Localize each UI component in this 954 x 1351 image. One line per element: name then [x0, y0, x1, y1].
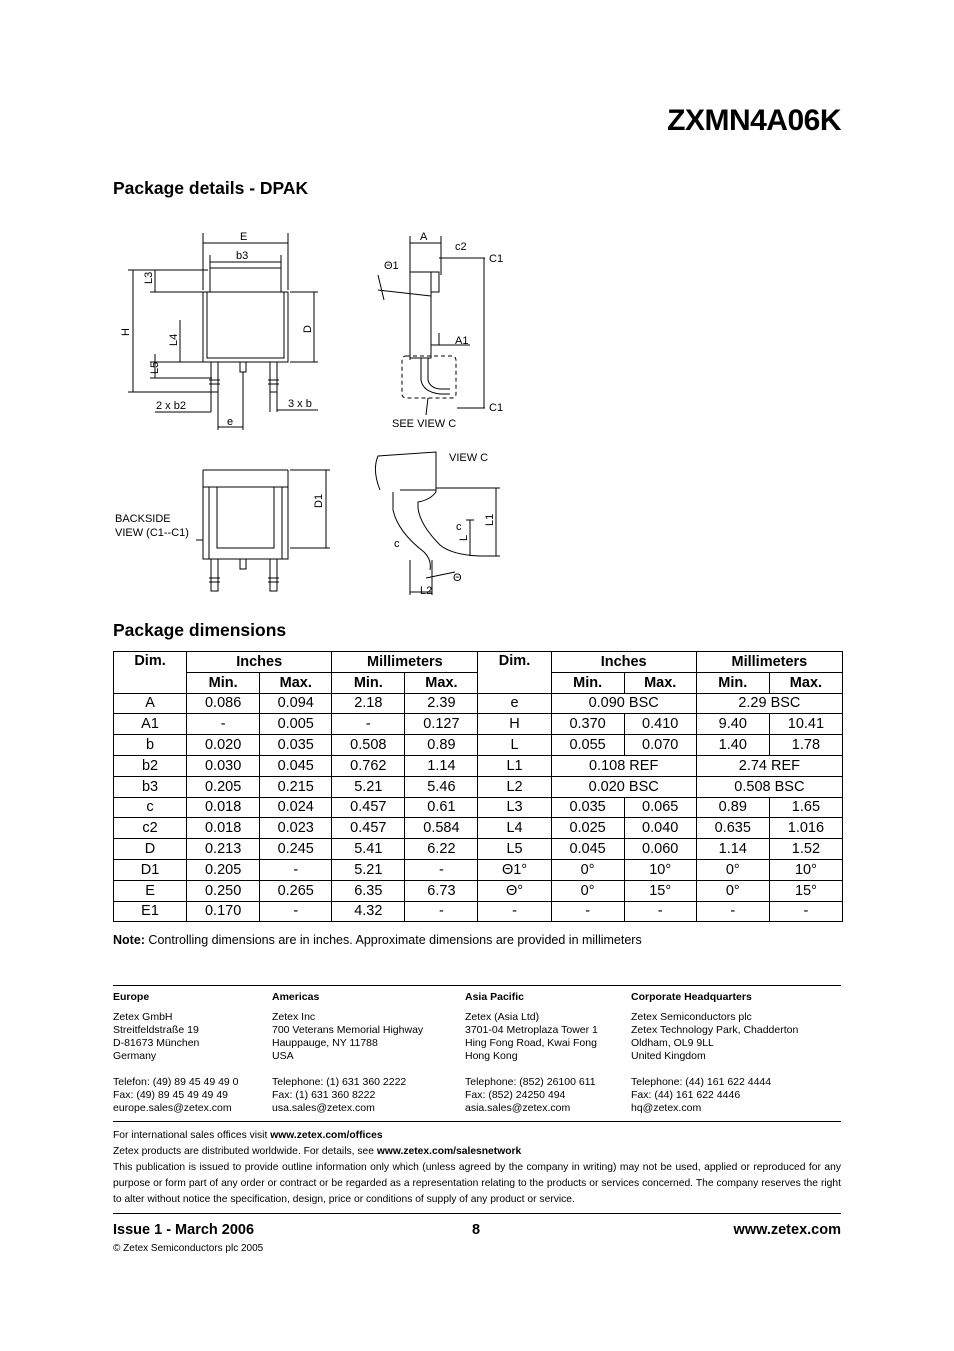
table-cell: - — [551, 901, 624, 922]
table-cell: 0.265 — [260, 880, 332, 901]
table-cell: 1.40 — [696, 735, 769, 756]
table-cell: - — [405, 859, 478, 880]
table-cell: 1.016 — [769, 818, 842, 839]
office-telephone: Telefon: (49) 89 45 49 49 0 — [113, 1076, 239, 1088]
office-line: Germany — [113, 1050, 157, 1062]
legal-notice — [113, 1128, 841, 1208]
disclaimer-text: This publication is issued to provide outline information only which (unless agreed by the company in writing) may not be used, applied or reproduced for any purpose or form part of any order or contract or be regarded as a representation relating to the products or services concerned. The company reserves the right to alter without notice the specification, design, price or conditions of supply of any product or service. — [113, 1162, 841, 1205]
table-cell: 0.127 — [405, 714, 478, 735]
dim-label-c-right: c — [456, 521, 462, 533]
table-cell: 0° — [551, 859, 624, 880]
table-cell: 0.250 — [187, 880, 260, 901]
header-min: Min. — [332, 672, 405, 693]
table-cell: 0° — [696, 880, 769, 901]
header-max: Max. — [260, 672, 332, 693]
table-cell: 0.410 — [624, 714, 696, 735]
table-cell: E1 — [114, 901, 187, 922]
table-cell: 0.045 — [551, 839, 624, 860]
offices-link[interactable]: www.zetex.com/offices — [270, 1130, 383, 1141]
office-region: Asia Pacific — [465, 991, 524, 1003]
dim-label-b: 3 x b — [288, 398, 312, 410]
table-cell: 1.78 — [769, 735, 842, 756]
table-cell: - — [332, 714, 405, 735]
table-row — [114, 693, 843, 714]
table-cell: 0.508 — [332, 735, 405, 756]
dim-label-e: e — [227, 416, 234, 428]
footer-issue: Issue 1 - March 2006 — [113, 1222, 255, 1238]
office-americas — [272, 991, 423, 1115]
note-label: Note: — [113, 933, 145, 947]
table-cell: 0.205 — [187, 776, 260, 797]
table-row — [114, 797, 843, 818]
dim-label-C1-top: C1 — [489, 253, 504, 265]
backside-label-line2: VIEW (C1--C1) — [115, 527, 189, 539]
table-cell: 0.065 — [624, 797, 696, 818]
table-cell: - — [405, 901, 478, 922]
office-region: Americas — [272, 991, 320, 1003]
divider-top — [113, 985, 841, 986]
backside-view — [196, 470, 330, 591]
header-min: Min. — [187, 672, 260, 693]
table-cell: 0.025 — [551, 818, 624, 839]
table-cell: L2 — [478, 776, 551, 797]
table-cell: D — [114, 839, 187, 860]
office-line: Hauppauge, NY 11788 — [272, 1037, 378, 1049]
office-email[interactable]: europe.sales@zetex.com — [113, 1102, 232, 1114]
table-cell: 5.46 — [405, 776, 478, 797]
dim-label-H: H — [120, 328, 132, 336]
office-line: Zetex (Asia Ltd) — [465, 1011, 540, 1023]
table-cell: D1 — [114, 859, 187, 880]
table-cell: 2.29 BSC — [696, 693, 842, 714]
table-cell: 0.090 BSC — [551, 693, 696, 714]
table-cell: - — [478, 901, 551, 922]
table-cell: 0.020 — [187, 735, 260, 756]
table-cell: A1 — [114, 714, 187, 735]
header-min: Min. — [696, 672, 769, 693]
table-cell: 4.32 — [332, 901, 405, 922]
header-millimeters: Millimeters — [332, 652, 478, 673]
table-cell: 1.65 — [769, 797, 842, 818]
table-cell: - — [187, 714, 260, 735]
table-row — [114, 839, 843, 860]
dim-label-L3: L3 — [143, 271, 155, 284]
table-cell: e — [478, 693, 551, 714]
dim-label-C1-bottom: C1 — [489, 402, 504, 414]
office-line: United Kingdom — [631, 1050, 706, 1062]
table-cell: 0.024 — [260, 797, 332, 818]
table-cell: Θ1° — [478, 859, 551, 880]
office-email[interactable]: asia.sales@zetex.com — [465, 1102, 571, 1114]
note-text: Controlling dimensions are in inches. Approximate dimensions are provided in millimeters — [144, 933, 642, 947]
table-cell: 0° — [551, 880, 624, 901]
office-line: Hing Fong Road, Kwai Fong — [465, 1037, 597, 1049]
office-fax: Fax: (852) 24250 494 — [465, 1089, 566, 1101]
office-line: Zetex Inc — [272, 1011, 316, 1023]
table-cell: 0.762 — [332, 755, 405, 776]
table-cell: b2 — [114, 755, 187, 776]
table-cell: b3 — [114, 776, 187, 797]
table-cell: 0.005 — [260, 714, 332, 735]
table-cell: 5.21 — [332, 859, 405, 880]
table-row — [114, 880, 843, 901]
table-cell: - — [260, 859, 332, 880]
table-cell: L4 — [478, 818, 551, 839]
table-row — [114, 755, 843, 776]
table-cell: Θ° — [478, 880, 551, 901]
table-cell: 0.030 — [187, 755, 260, 776]
office-telephone: Telephone: (44) 161 622 4444 — [631, 1076, 772, 1088]
table-cell: 5.41 — [332, 839, 405, 860]
office-line: Zetex GmbH — [113, 1011, 173, 1023]
header-millimeters: Millimeters — [696, 652, 842, 673]
dim-label-L1: L1 — [484, 513, 496, 526]
footer-copyright: © Zetex Semiconductors plc 2005 — [113, 1243, 264, 1254]
office-line: Streitfeldstraße 19 — [113, 1024, 199, 1036]
table-cell: 0.020 BSC — [551, 776, 696, 797]
table-cell: 5.21 — [332, 776, 405, 797]
table-row — [114, 859, 843, 880]
table-cell: 10° — [624, 859, 696, 880]
table-cell: 0.040 — [624, 818, 696, 839]
table-cell: 0.170 — [187, 901, 260, 922]
dim-label-D: D — [302, 325, 314, 333]
table-cell: 6.73 — [405, 880, 478, 901]
table-cell: 0.023 — [260, 818, 332, 839]
table-cell: 0.457 — [332, 797, 405, 818]
office-line: Zetex Technology Park, Chadderton — [631, 1024, 799, 1036]
see-view-c-label: SEE VIEW C — [392, 418, 457, 430]
table-cell: L5 — [478, 839, 551, 860]
office-asia-pacific — [465, 991, 598, 1115]
table-cell: 10° — [769, 859, 842, 880]
dim-label-theta1: Θ1 — [384, 260, 399, 272]
dim-label-L: L — [458, 534, 470, 541]
table-cell: 0.060 — [624, 839, 696, 860]
office-region: Europe — [113, 991, 150, 1003]
table-cell: 0.035 — [551, 797, 624, 818]
table-cell: 0.045 — [260, 755, 332, 776]
table-cell: 10.41 — [769, 714, 842, 735]
office-line: Zetex Semiconductors plc — [631, 1011, 752, 1023]
office-region: Corporate Headquarters — [631, 991, 752, 1003]
table-cell: 0.094 — [260, 693, 332, 714]
dim-label-L4: L4 — [168, 333, 180, 346]
office-line: USA — [272, 1050, 294, 1062]
part-number-title: ZXMN4A06K — [667, 104, 841, 137]
header-max: Max. — [624, 672, 696, 693]
divider-middle — [113, 1121, 841, 1122]
table-cell: 9.40 — [696, 714, 769, 735]
dim-label-b2: 2 x b2 — [156, 400, 186, 412]
header-dim: Dim. — [478, 652, 551, 694]
table-cell: 0.89 — [696, 797, 769, 818]
office-telephone: Telephone: (1) 631 360 2222 — [272, 1076, 407, 1088]
header-dim: Dim. — [114, 652, 187, 694]
footer-website-link[interactable]: www.zetex.com — [733, 1222, 841, 1238]
table-cell: - — [696, 901, 769, 922]
package-details-heading: Package details - DPAK — [113, 178, 309, 198]
view-c-label: VIEW C — [449, 452, 489, 464]
table-cell: 2.18 — [332, 693, 405, 714]
header-max: Max. — [769, 672, 842, 693]
dist-text: Zetex products are distributed worldwide. For details, see — [113, 1146, 377, 1157]
table-cell: 0.245 — [260, 839, 332, 860]
office-fax: Fax: (44) 161 622 4446 — [631, 1089, 741, 1101]
table-cell: 0.055 — [551, 735, 624, 756]
table-cell: 1.14 — [405, 755, 478, 776]
dim-label-L2: L2 — [420, 585, 433, 597]
table-header-row — [114, 652, 843, 673]
table-cell: 6.35 — [332, 880, 405, 901]
table-cell: b — [114, 735, 187, 756]
dim-label-theta: Θ — [453, 572, 462, 584]
package-dimensions-table — [113, 651, 843, 922]
dim-label-L5: L5 — [149, 361, 161, 374]
intl-text: For international sales offices visit — [113, 1130, 271, 1141]
table-cell: 0.61 — [405, 797, 478, 818]
table-cell: - — [260, 901, 332, 922]
header-inches: Inches — [187, 652, 332, 673]
table-cell: 0.035 — [260, 735, 332, 756]
table-cell: L3 — [478, 797, 551, 818]
table-row — [114, 776, 843, 797]
office-line: D-81673 München — [113, 1037, 200, 1049]
table-cell: c2 — [114, 818, 187, 839]
table-cell: 0.508 BSC — [696, 776, 842, 797]
table-cell: 1.52 — [769, 839, 842, 860]
office-europe — [113, 991, 239, 1115]
office-fax: Fax: (1) 631 360 8222 — [272, 1089, 376, 1101]
table-cell: 0.108 REF — [551, 755, 696, 776]
table-row — [114, 818, 843, 839]
office-line: 3701-04 Metroplaza Tower 1 — [465, 1024, 598, 1036]
table-cell: 0° — [696, 859, 769, 880]
table-row — [114, 735, 843, 756]
table-cell: 6.22 — [405, 839, 478, 860]
table-cell: 2.74 REF — [696, 755, 842, 776]
office-line: Hong Kong — [465, 1050, 518, 1062]
office-email[interactable]: usa.sales@zetex.com — [272, 1102, 375, 1114]
table-cell: - — [769, 901, 842, 922]
header-inches: Inches — [551, 652, 696, 673]
dimensions-note — [113, 933, 642, 947]
table-cell: L1 — [478, 755, 551, 776]
table-cell: E — [114, 880, 187, 901]
package-outline-drawing — [110, 225, 530, 605]
footer-page-number: 8 — [472, 1222, 481, 1238]
salesnetwork-link[interactable]: www.zetex.com/salesnetwork — [376, 1146, 522, 1157]
table-cell: 0.213 — [187, 839, 260, 860]
office-telephone: Telephone: (852) 26100 611 — [465, 1076, 596, 1088]
table-cell: - — [624, 901, 696, 922]
table-cell: 0.584 — [405, 818, 478, 839]
dim-label-c2: c2 — [455, 241, 467, 253]
table-cell: 0.018 — [187, 797, 260, 818]
table-cell: 2.39 — [405, 693, 478, 714]
table-cell: 0.205 — [187, 859, 260, 880]
header-min: Min. — [551, 672, 624, 693]
table-cell: c — [114, 797, 187, 818]
divider-bottom — [113, 1213, 841, 1214]
office-line: 700 Veterans Memorial Highway — [272, 1024, 424, 1036]
view-c-detail — [375, 452, 500, 595]
table-cell: 0.635 — [696, 818, 769, 839]
table-cell: 1.14 — [696, 839, 769, 860]
package-dimensions-heading: Package dimensions — [113, 620, 287, 640]
table-cell: 0.070 — [624, 735, 696, 756]
table-cell: 0.370 — [551, 714, 624, 735]
table-cell: H — [478, 714, 551, 735]
header-max: Max. — [405, 672, 478, 693]
dim-label-c-left: c — [394, 538, 400, 550]
office-corporate-hq — [631, 991, 798, 1115]
table-cell: 15° — [769, 880, 842, 901]
table-cell: 0.457 — [332, 818, 405, 839]
dim-label-A1: A1 — [455, 335, 469, 347]
office-email[interactable]: hq@zetex.com — [631, 1102, 702, 1114]
dim-label-A: A — [420, 231, 428, 243]
dim-label-D1: D1 — [313, 493, 325, 508]
office-line: Oldham, OL9 9LL — [631, 1037, 714, 1049]
table-cell: 0.018 — [187, 818, 260, 839]
table-cell: 0.89 — [405, 735, 478, 756]
dim-label-E: E — [240, 231, 248, 243]
table-cell: 15° — [624, 880, 696, 901]
table-row — [114, 901, 843, 922]
table-cell: A — [114, 693, 187, 714]
table-cell: L — [478, 735, 551, 756]
table-row — [114, 714, 843, 735]
table-cell: 0.215 — [260, 776, 332, 797]
backside-label-line1: BACKSIDE — [115, 513, 171, 525]
dim-label-b3: b3 — [236, 250, 249, 262]
office-fax: Fax: (49) 89 45 49 49 49 — [113, 1089, 228, 1101]
table-cell: 0.086 — [187, 693, 260, 714]
